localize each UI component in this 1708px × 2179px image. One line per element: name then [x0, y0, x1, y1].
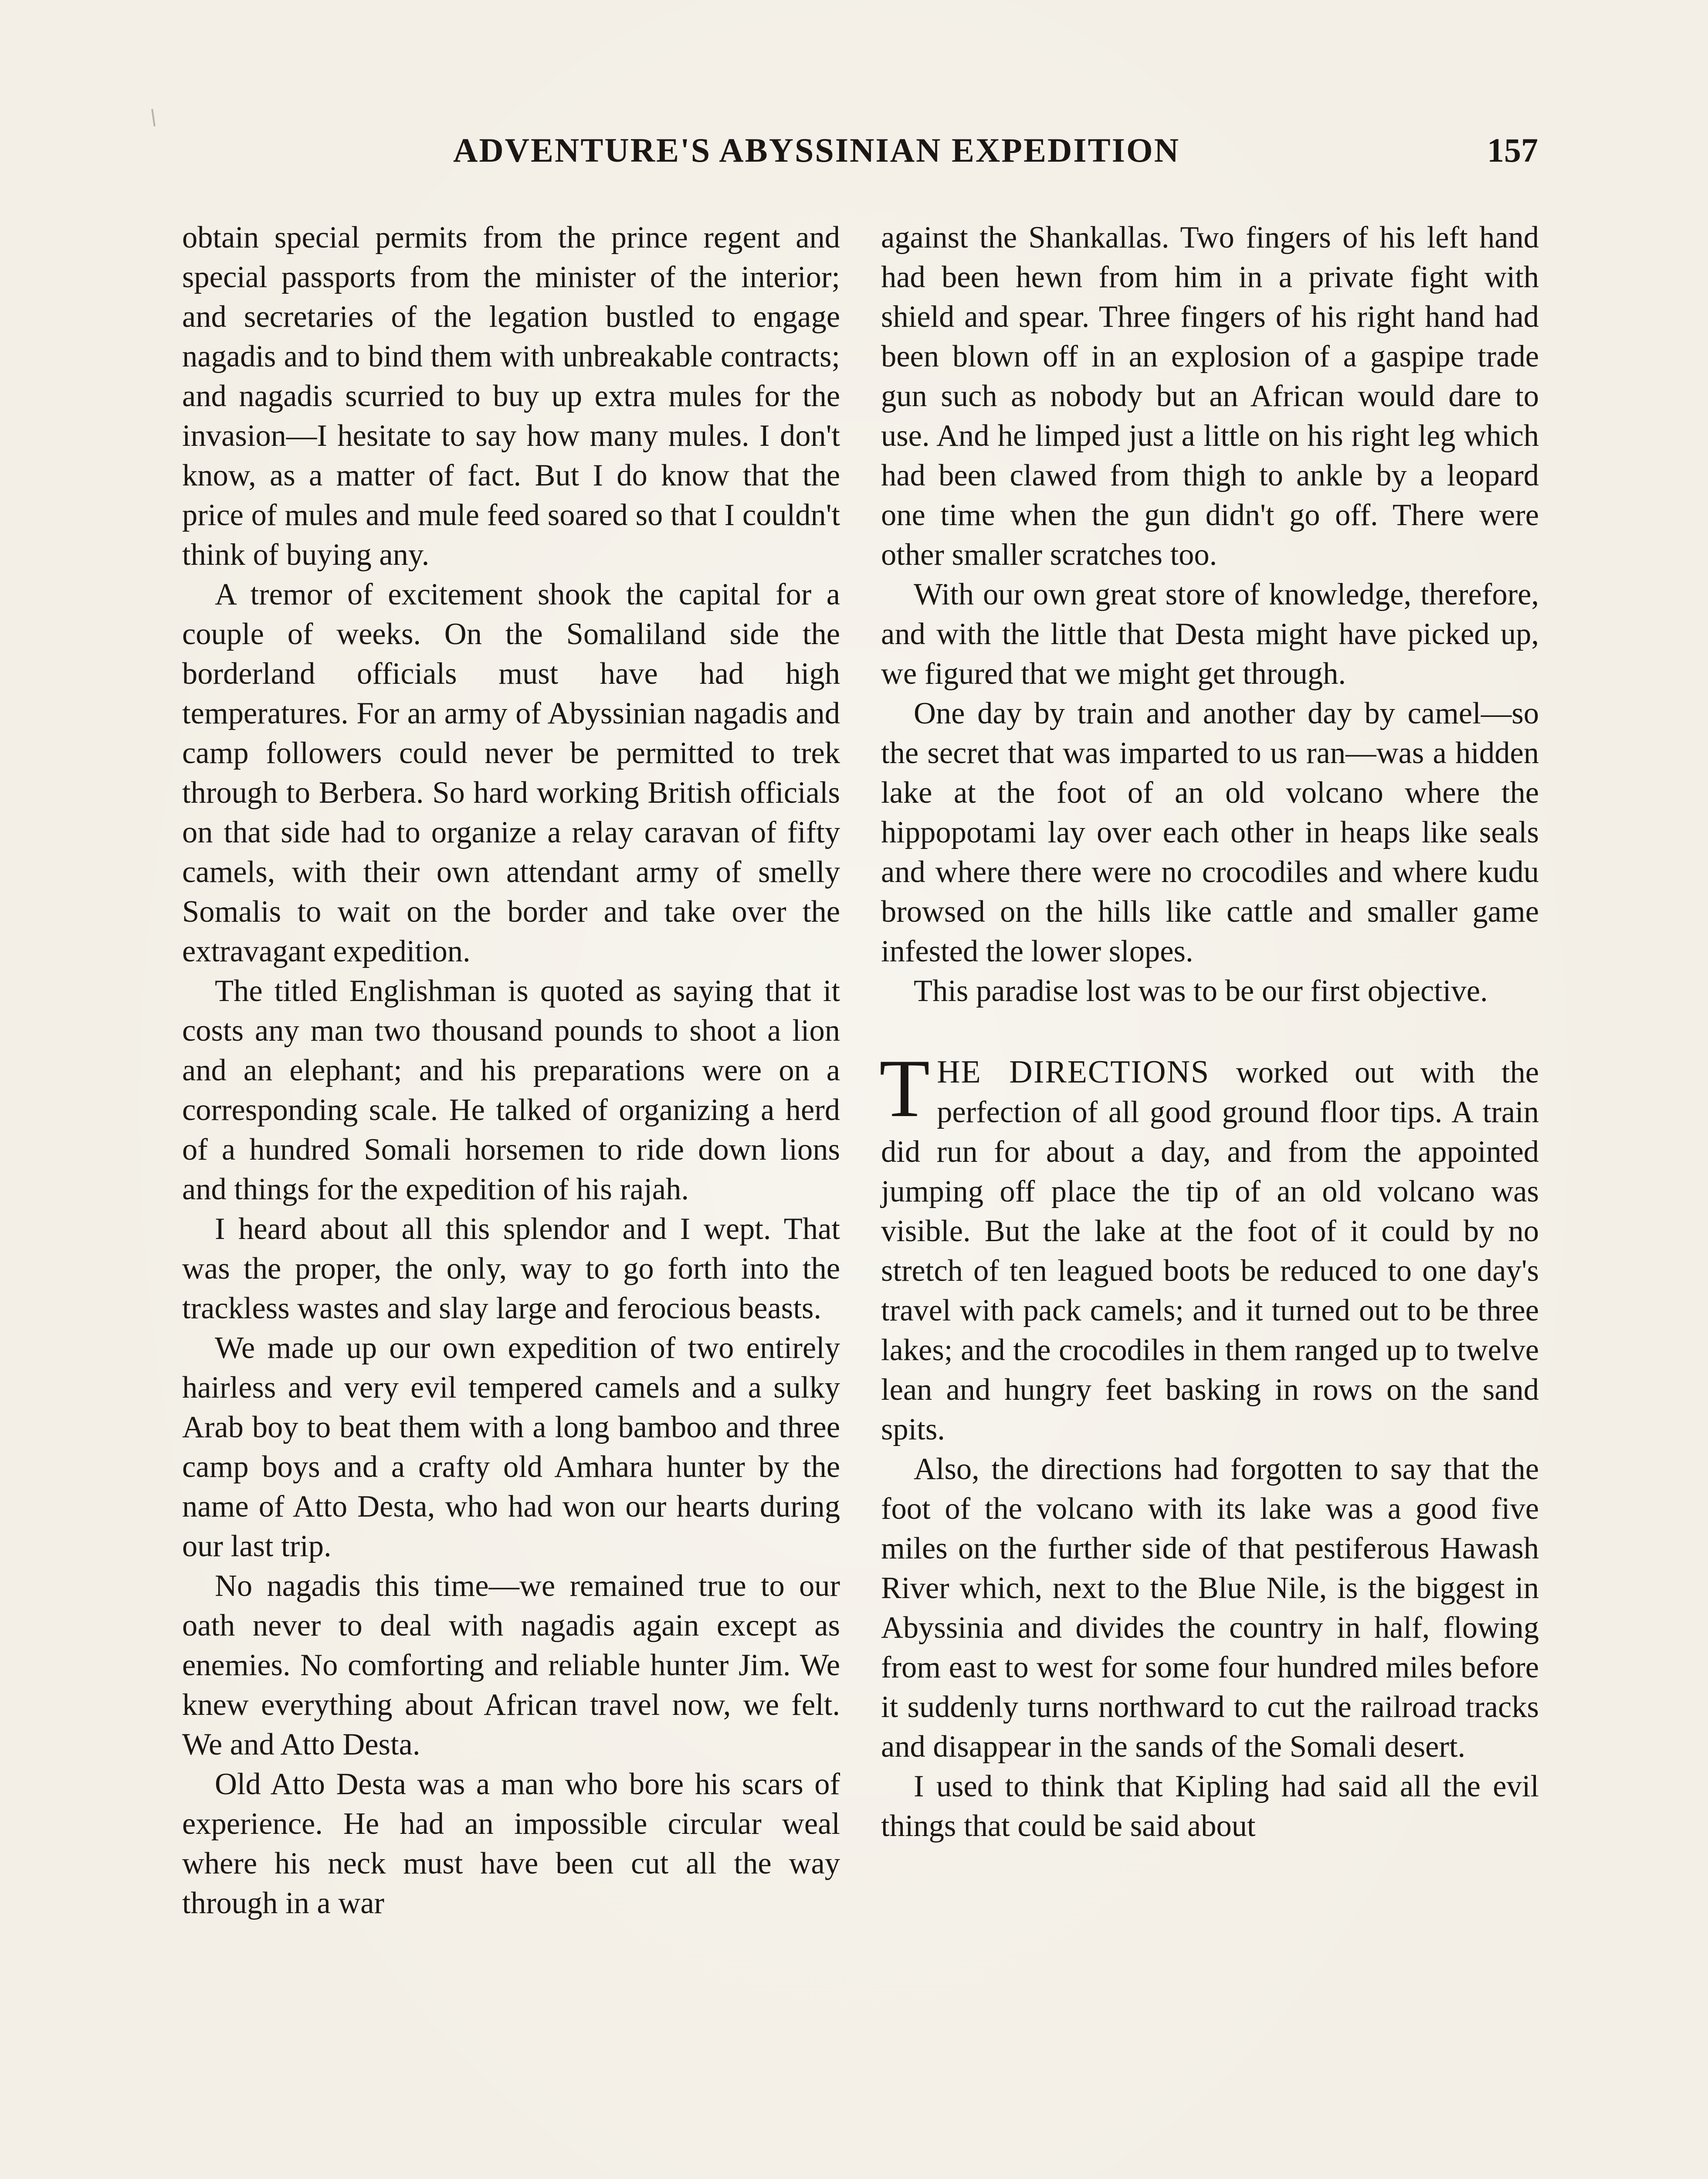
running-head: ADVENTURE'S ABYSSINIAN EXPEDITION — [453, 131, 1180, 169]
paragraph: With our own great store of knowledge, therefore, and with the little that Desta might have picked up, we figured that we might get through. — [881, 577, 1539, 691]
paragraph: We made up our own expedition of two entirely hairless and very evil tempered camels and a sulky Arab boy to beat them with a long bamboo and three camp boys and a crafty old Amhara hunter by the name of Atto Desta, who had won our hearts during our last trip. — [182, 1331, 840, 1563]
paragraph: One day by train and another day by camel—so the secret that was imparted to us ran—was a hidden lake at the foot of an old volcano where the hippopotami lay over each other in heaps like seals and where there were no crocodiles and where kudu browsed on the hills like cattle and smaller game infested the lower slopes. — [881, 696, 1539, 968]
section-opening-paragraph — [879, 1043, 1539, 1449]
paragraph: I used to think that Kipling had said all the evil things that could be said about — [881, 1769, 1539, 1843]
left-column — [182, 218, 840, 1923]
paragraph: The titled Englishman is quoted as saying that it costs any man two thousand pounds to shoot a lion and an elephant; and his preparations were on a corresponding scale. He talked of organizing a herd of a hundred Somali horsemen to ride down lions and things for the expedition of his rajah. — [182, 974, 840, 1206]
paragraph: This paradise lost was to be our first objective. — [914, 974, 1488, 1008]
page-number: 157 — [1487, 131, 1538, 169]
drop-cap: T — [879, 1043, 930, 1134]
paragraph: I heard about all this splendor and I wept. That was the proper, the only, way to go forth into the trackless wastes and slay large and ferocious beasts. — [182, 1212, 840, 1325]
paragraph: Old Atto Desta was a man who bore his scars of experience. He had an impossible circular weal where his neck must have been cut all the way through in a war — [182, 1767, 840, 1920]
margin-mark — [151, 109, 156, 126]
section-break — [881, 1011, 1539, 1052]
section-lead-in: HE DIRECTIONS — [937, 1054, 1210, 1090]
paragraph: obtain special permits from the prince regent and special passports from the minister of the interior; and secretaries of the legation bustled to engage nagadis and to bind them with unbreakable contracts; and nagadis scurried to buy up extra mules for the invasion—I hesitate to say how many mules. I don't know, as a matter of fact. But I do know that the price of mules and mule feed soared so that I couldn't think of buying any. — [182, 221, 840, 572]
paragraph: No nagadis this time—we remained true to our oath never to deal with nagadis again except as enemies. No comforting and reliable hunter Jim. We knew everything about African travel now, we felt. We and Atto Desta. — [182, 1569, 840, 1762]
paragraph-text: worked out with the perfection of all good ground floor tips. A train did run for about a day, and from the appointed jumping off place the tip of an old volcano was visible. But the lake at the foot of it could by no stretch of ten leagued boots be reduced to one day's travel with pack camels; and it turned out to be three lakes; and the crocodiles in them ranged up to twelve lean and hungry feet basking in rows on the sand spits. — [881, 1056, 1539, 1446]
paragraph: A tremor of excitement shook the capital for a couple of weeks. On the Somaliland side the borderland officials must have had high temperatures. For an army of Abyssinian nagadis and camp followers could never be permitted to trek through to Berbera. So hard working British officials on that side had to organize a relay caravan of fifty camels, with their own attendant army of smelly Somalis to wait on the border and take over the extravagant expedition. — [182, 577, 840, 968]
paragraph: against the Shankallas. Two fingers of his left hand had been hewn from him in a private fight with shield and spear. Three fingers of his right hand had been blown off in an explosion of a gaspipe trade gun such as nobody but an African would dare to use. And he limped just a little on his right leg which had been clawed from thigh to ankle by a leopard one time when the gun didn't go off. There were other smaller scratches too. — [881, 221, 1539, 572]
page-header — [179, 131, 1538, 179]
paragraph: Also, the directions had forgotten to say that the foot of the volcano with its lake was a good five miles on the further side of that pestiferous Hawash River which, next to the Blue Nile, is the biggest in Abyssinia and divides the country in half, flowing from east to west for some four hundred miles before it suddenly turns northward to cut the railroad tracks and disappear in the sands of the Somali desert. — [881, 1452, 1539, 1764]
right-column — [881, 218, 1539, 1846]
